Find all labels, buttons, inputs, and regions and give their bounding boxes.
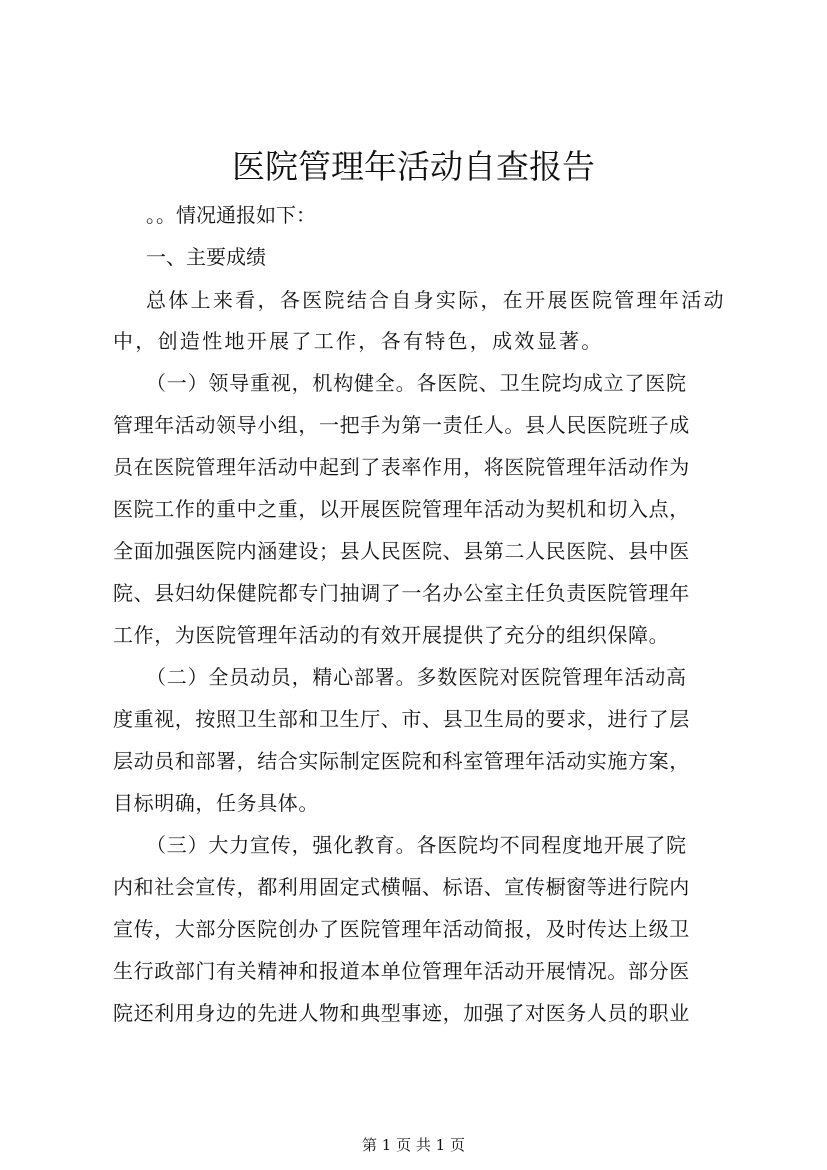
body-line: 内和社会宣传，都利用固定式横幅、标语、宣传橱窗等进行院内 <box>113 875 690 899</box>
body-line: （一）领导重视，机构健全。各医院、卫生院均成立了医院 <box>146 371 687 395</box>
body-line: 院还利用身边的先进人物和典型事迹，加强了对医务人员的职业 <box>113 1001 690 1025</box>
body-line: 管理年活动领导小组，一把手为第一责任人。县人民医院班子成 <box>113 413 690 437</box>
body-line: 目标明确，任务具体。 <box>113 791 319 815</box>
body-line: 宣传，大部分医院创办了医院管理年活动简报，及时传达上级卫 <box>113 917 690 941</box>
body-line: 层动员和部署，结合实际制定医院和科室管理年活动实施方案， <box>113 749 690 773</box>
document-title: 医院管理年活动自查报告 <box>232 147 595 186</box>
body-line: 工作，为医院管理年活动的有效开展提供了充分的组织保障。 <box>113 623 670 647</box>
body-line: （三）大力宣传，强化教育。各医院均不同程度地开展了院 <box>146 833 687 857</box>
body-line: 总体上来看，各医院结合自身实际，在开展医院管理年活动 <box>146 288 726 312</box>
body-line: 院、县妇幼保健院都专门抽调了一名办公室主任负责医院管理年 <box>113 581 690 605</box>
page-footer: 第 1 页 共 1 页 <box>362 1136 465 1154</box>
body-line: 度重视，按照卫生部和卫生厅、市、县卫生局的要求，进行了层 <box>113 707 690 731</box>
body-line: 中，创造性地开展了工作，各有特色，成效显著。 <box>113 329 604 353</box>
body-line: 医院工作的重中之重，以开展医院管理年活动为契机和切入点， <box>113 497 690 521</box>
section-heading: 一、主要成绩 <box>146 245 266 269</box>
body-line: （二）全员动员，精心部署。多数医院对医院管理年活动高 <box>146 665 687 689</box>
body-line: 。。情况通报如下： <box>146 203 316 227</box>
body-line: 全面加强医院内涵建设；县人民医院、县第二人民医院、县中医 <box>113 539 690 563</box>
body-line: 生行政部门有关精神和报道本单位管理年活动开展情况。部分医 <box>113 959 690 983</box>
body-line: 员在医院管理年活动中起到了表率作用，将医院管理年活动作为 <box>113 455 690 479</box>
